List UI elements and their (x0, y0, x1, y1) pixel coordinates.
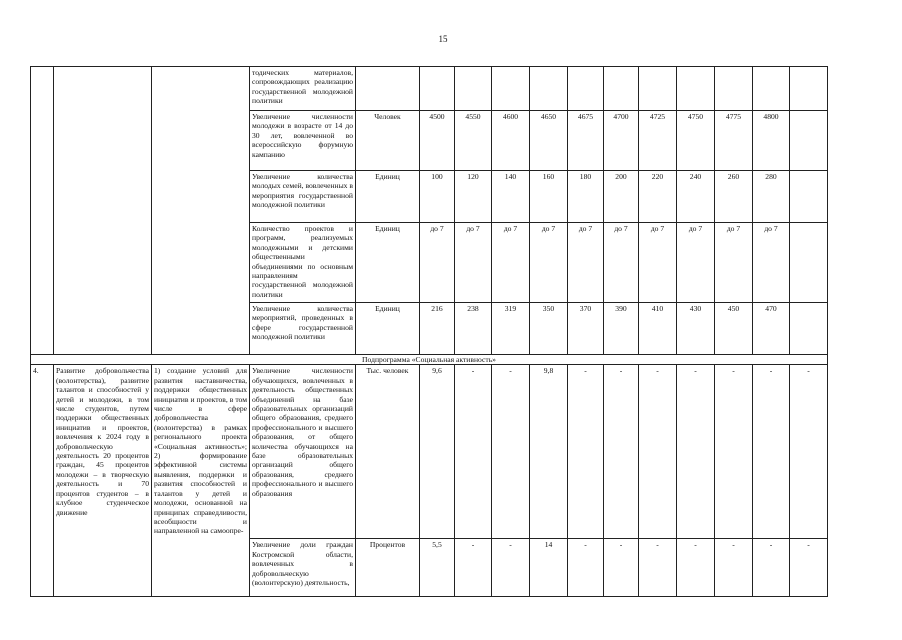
value-cell: 430 (677, 303, 715, 355)
table-row (31, 365, 828, 539)
value-cell (715, 67, 753, 111)
value-cell: до 7 (639, 223, 677, 303)
value-cell: 100 (420, 171, 455, 223)
value-cell: - (715, 365, 753, 539)
section-number: 4. (31, 365, 54, 597)
unit-cell: Единиц (356, 171, 420, 223)
value-cell: - (753, 539, 790, 597)
unit-cell: Тыс. человек (356, 365, 420, 539)
value-cell: 4500 (420, 111, 455, 171)
value-cell: до 7 (753, 223, 790, 303)
value-cell: 14 (530, 539, 568, 597)
value-cell: 120 (455, 171, 492, 223)
value-cell: 238 (455, 303, 492, 355)
value-cell: 4800 (753, 111, 790, 171)
value-cell: - (790, 365, 828, 539)
value-cell: 470 (753, 303, 790, 355)
value-cell: - (492, 539, 530, 597)
value-cell (604, 67, 639, 111)
value-cell: до 7 (677, 223, 715, 303)
value-cell: 140 (492, 171, 530, 223)
value-cell: 200 (604, 171, 639, 223)
indicators-table (30, 66, 828, 597)
tasks-cell: 1) создание условий для развития наставничества, поддержки общественных инициатив и проектов, в том числе в сфере добровольчества (волонтерства) в рамках регионального проекта «Социальная активность»; 2) формирование эффективной системы выявления, поддержки и развития способностей и талантов у детей и молодежи, основанной на принципах справедливости, всеобщности и направленной на самоопре- (152, 365, 250, 597)
subprogram-title: Подпрограмма «Социальная активность» (31, 355, 828, 365)
value-cell: - (568, 365, 604, 539)
unit-cell: Человек (356, 111, 420, 171)
value-cell: до 7 (420, 223, 455, 303)
value-cell: 4775 (715, 111, 753, 171)
value-cell: - (715, 539, 753, 597)
value-cell: - (604, 365, 639, 539)
value-cell: - (677, 365, 715, 539)
empty-cell (790, 67, 828, 111)
value-cell: - (639, 365, 677, 539)
value-cell: 4675 (568, 111, 604, 171)
value-cell (530, 67, 568, 111)
value-cell: до 7 (530, 223, 568, 303)
value-cell: до 7 (604, 223, 639, 303)
number-cell (31, 67, 54, 355)
value-cell (420, 67, 455, 111)
value-cell: 4700 (604, 111, 639, 171)
value-cell: 410 (639, 303, 677, 355)
value-cell: - (677, 539, 715, 597)
value-cell: - (568, 539, 604, 597)
value-cell (568, 67, 604, 111)
value-cell (492, 67, 530, 111)
value-cell: 240 (677, 171, 715, 223)
value-cell: 450 (715, 303, 753, 355)
value-cell: 9,8 (530, 365, 568, 539)
value-cell: 280 (753, 171, 790, 223)
value-cell: - (790, 539, 828, 597)
unit-cell: Единиц (356, 303, 420, 355)
value-cell: 9,6 (420, 365, 455, 539)
value-cell (677, 67, 715, 111)
empty-cell (790, 171, 828, 223)
empty-cell (790, 111, 828, 171)
value-cell: 180 (568, 171, 604, 223)
unit-cell: Единиц (356, 223, 420, 303)
value-cell: - (455, 365, 492, 539)
subprogram-row (31, 355, 828, 365)
empty-cell (790, 223, 828, 303)
unit-cell: Процентов (356, 539, 420, 597)
value-cell: - (455, 539, 492, 597)
value-cell: 4650 (530, 111, 568, 171)
value-cell: до 7 (568, 223, 604, 303)
value-cell: - (753, 365, 790, 539)
goal-cell: Развитие добровольчества (волонтерства), развитие талантов и способностей у детей и молодежи, в том числе студентов, путем поддержки общественных инициатив и проектов, вовлечения к 2024 году в добровольческую деятельность 20 процентов граждан, 45 процентов молодежи – в творческую деятельность и 70 процентов студентов – в клубное студенческое движение (54, 365, 152, 597)
value-cell: 319 (492, 303, 530, 355)
value-cell: 4725 (639, 111, 677, 171)
value-cell: 350 (530, 303, 568, 355)
value-cell: 5,5 (420, 539, 455, 597)
value-cell: - (639, 539, 677, 597)
value-cell (753, 67, 790, 111)
page-number: 15 (438, 34, 448, 44)
value-cell: 4600 (492, 111, 530, 171)
value-cell: 260 (715, 171, 753, 223)
value-cell: 220 (639, 171, 677, 223)
value-cell (455, 67, 492, 111)
indicator-cell: Увеличение количества молодых семей, вовлеченных в мероприятия государственной молодежной политики (250, 171, 356, 223)
empty-cell (790, 303, 828, 355)
indicator-cell: Увеличение численности молодежи в возрасте от 14 до 30 лет, вовлеченной во всероссийскую форумную кампанию (250, 111, 356, 171)
indicator-cell: Увеличение количества мероприятий, проведенных в сфере государственной молодежной политики (250, 303, 356, 355)
value-cell (639, 67, 677, 111)
indicator-cell: Увеличение численности обучающихся, вовлеченных в деятельность общественных объединений на базе образовательных организаций общего образования, среднего профессионального и высшего образования, от общего количества обучающихся на базе образовательных организаций общего образования, среднего профессионального и высшего образования (250, 365, 356, 539)
value-cell: 390 (604, 303, 639, 355)
indicator-cell: тодических материалов, сопровождающих реализацию государственной молодежной политики (250, 67, 356, 111)
value-cell: до 7 (492, 223, 530, 303)
value-cell: - (492, 365, 530, 539)
value-cell: 4550 (455, 111, 492, 171)
value-cell: - (604, 539, 639, 597)
value-cell: до 7 (455, 223, 492, 303)
value-cell: до 7 (715, 223, 753, 303)
unit-cell (356, 67, 420, 111)
table-row (31, 67, 828, 111)
value-cell: 216 (420, 303, 455, 355)
goal-cell (54, 67, 152, 355)
value-cell: 160 (530, 171, 568, 223)
indicator-cell: Увеличение доли граждан Костромской области, вовлеченных в добровольческую (волонтерскую) деятельность, (250, 539, 356, 597)
value-cell: 4750 (677, 111, 715, 171)
value-cell: 370 (568, 303, 604, 355)
tasks-cell (152, 67, 250, 355)
indicator-cell: Количество проектов и программ, реализуемых молодежными и детскими общественными объединениями по основным направлениям государственной молодежной политики (250, 223, 356, 303)
